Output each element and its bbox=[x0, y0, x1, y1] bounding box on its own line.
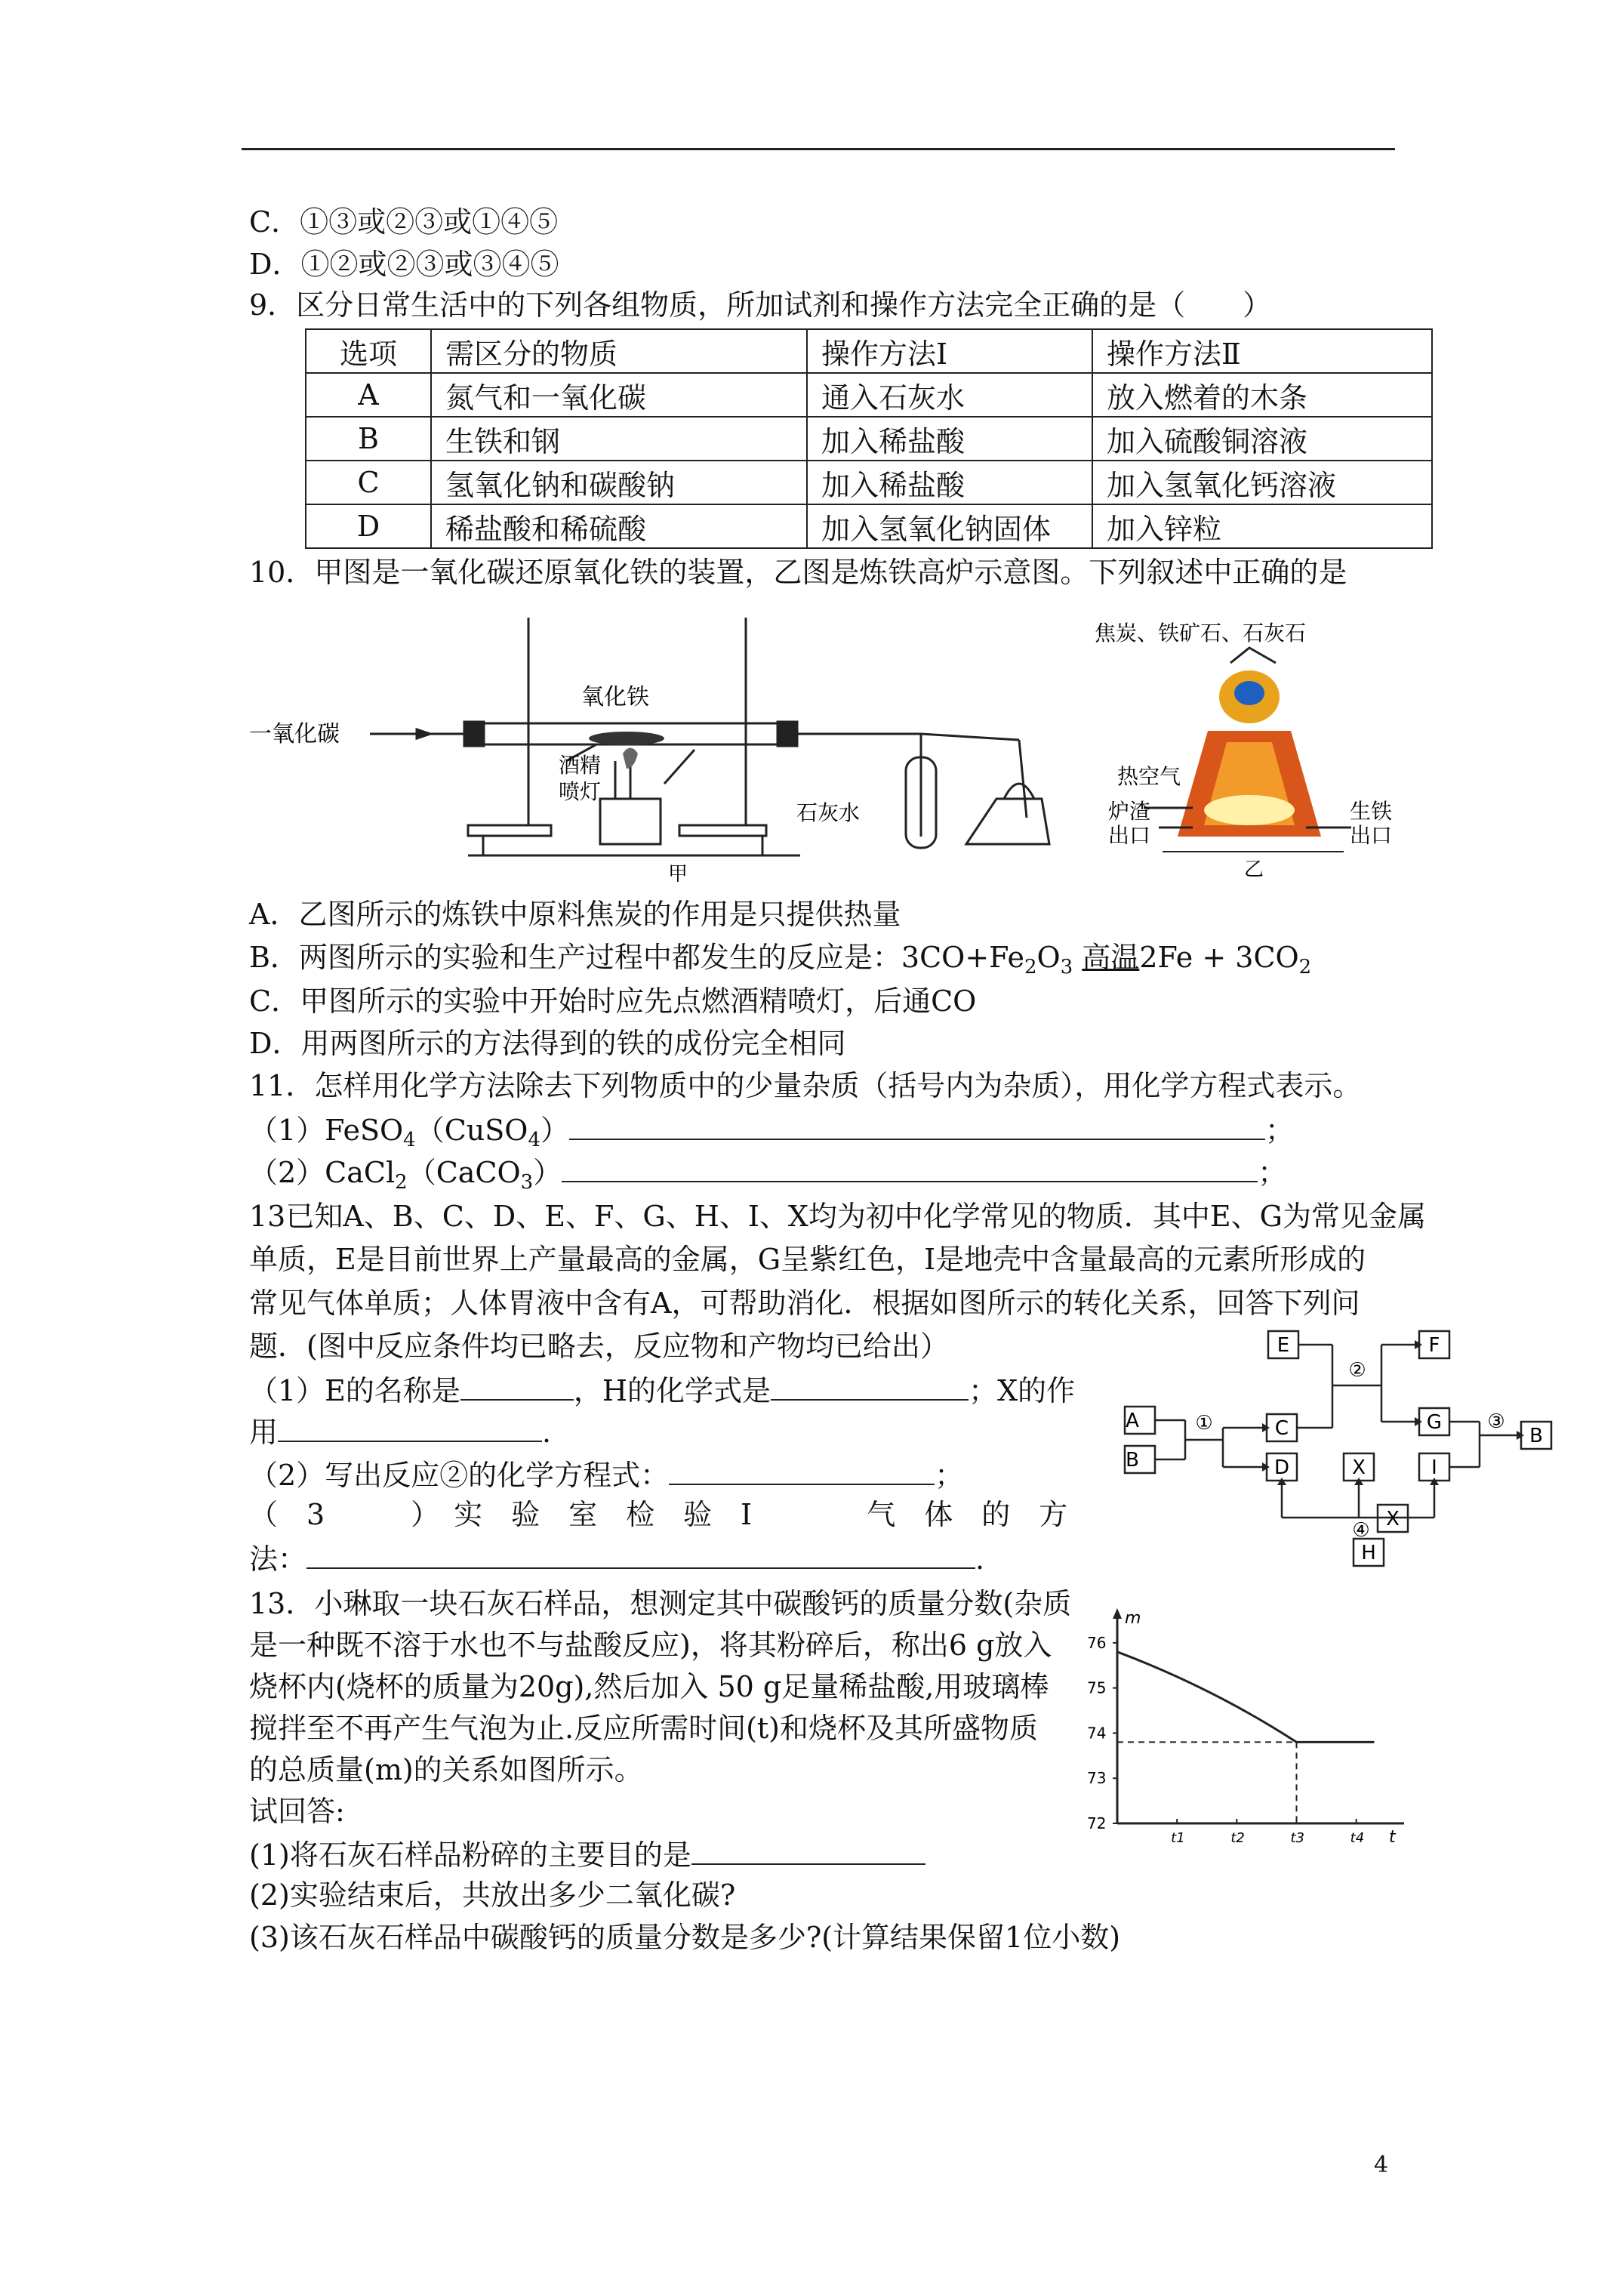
question-text: (1)将石灰石样品粉碎的主要目的是 bbox=[249, 1838, 691, 1872]
flow-step-2: ② bbox=[1348, 1359, 1366, 1382]
question-10: 10．甲图是一氧化碳还原氧化铁的装置，乙图是炼铁高炉示意图。下列叙述中正确的是 bbox=[249, 556, 1347, 589]
x-tick-label: t4 bbox=[1350, 1830, 1365, 1846]
answer-blank[interactable] bbox=[691, 1833, 925, 1865]
question-text: 法： bbox=[249, 1542, 307, 1576]
table-cell: 稀盐酸和稀硫酸 bbox=[431, 504, 807, 548]
slag-label-1: 炉渣 bbox=[1108, 799, 1151, 824]
punct: ； bbox=[1265, 1114, 1295, 1147]
question-13b-part-3: (3)该石灰石样品中碳酸钙的质量分数是多少?(计算结果保留1位小数) bbox=[249, 1921, 1121, 1954]
table-row bbox=[306, 504, 1432, 548]
question-11-part-2 bbox=[249, 1151, 1286, 1202]
flow-node-f: F bbox=[1428, 1334, 1440, 1357]
y-axis-label: m bbox=[1125, 1609, 1141, 1628]
question-13a-part-3b bbox=[249, 1537, 984, 1579]
question-13b-line: 试回答: bbox=[249, 1795, 345, 1828]
figure-jia-label: 甲 bbox=[668, 863, 688, 882]
table-cell: 加入氢氧化钠固体 bbox=[807, 504, 1092, 548]
table-row bbox=[306, 417, 1432, 461]
slag-label-2: 出口 bbox=[1108, 823, 1151, 848]
subscript: 4 bbox=[528, 1129, 540, 1151]
question-13a-part-1 bbox=[249, 1369, 1075, 1410]
table-cell: 加入硫酸铜溶液 bbox=[1092, 417, 1432, 461]
y-tick-label: 76 bbox=[1087, 1633, 1107, 1652]
question-text: （2）写出反应②的化学方程式： bbox=[249, 1459, 670, 1492]
page-number: 4 bbox=[1374, 2152, 1389, 2178]
question-13b-line: 是一种既不溶于水也不与盐酸反应)，将其粉碎后，称出6 g放入 bbox=[249, 1629, 1052, 1662]
option-c-line: C．①③或②③或①④⑤ bbox=[249, 205, 559, 239]
question-9: 9．区分日常生活中的下列各组物质，所加试剂和操作方法完全正确的是（ ） bbox=[249, 288, 1272, 322]
table-header-cell: 需区分的物质 bbox=[431, 329, 807, 373]
option-10b bbox=[249, 938, 1311, 987]
flow-node-h: H bbox=[1361, 1542, 1376, 1564]
question-13a-line: 13已知A、B、C、D、E、F、G、H、I、X均为初中化学常见的物质．其中E、G为常见金属 bbox=[249, 1200, 1427, 1233]
subscript: 4 bbox=[403, 1129, 416, 1151]
formula-text: （1）FeSO bbox=[249, 1114, 404, 1147]
header-rule bbox=[242, 148, 1395, 150]
reaction-condition: 高温 bbox=[1082, 941, 1140, 974]
flow-step-3: ③ bbox=[1487, 1410, 1505, 1433]
y-tick-label: 75 bbox=[1087, 1678, 1107, 1697]
limewater-label: 石灰水 bbox=[796, 800, 861, 825]
blast-furnace-figure bbox=[1087, 610, 1419, 882]
answer-blank[interactable] bbox=[562, 1151, 1258, 1182]
iron-label-1: 生铁 bbox=[1350, 799, 1393, 824]
fe2o3-label: 氧化铁 bbox=[581, 684, 649, 710]
table-header-row bbox=[306, 329, 1432, 373]
flow-node-i: I bbox=[1431, 1456, 1437, 1479]
question-13b-line: 13．小琳取一块石灰石样品，想测定其中碳酸钙的质量分数(杂质 bbox=[249, 1587, 1072, 1620]
series-line bbox=[1117, 1652, 1374, 1743]
subscript: 2 bbox=[1298, 956, 1312, 978]
answer-blank[interactable] bbox=[669, 1453, 935, 1485]
table-cell: 加入稀盐酸 bbox=[807, 417, 1092, 461]
question-11: 11．怎样用化学方法除去下列物质中的少量杂质（括号内为杂质），用化学方程式表示。 bbox=[249, 1069, 1362, 1102]
subscript: 3 bbox=[520, 1171, 534, 1194]
furnace-top-label: 焦炭、铁矿石、石灰石 bbox=[1095, 621, 1307, 646]
x-tick-label: t3 bbox=[1290, 1830, 1305, 1846]
punct: . bbox=[975, 1542, 985, 1576]
table-row bbox=[306, 461, 1432, 504]
question-13a-part-1b bbox=[249, 1410, 551, 1452]
question-9-table bbox=[305, 328, 1433, 549]
lamp-label-2: 喷灯 bbox=[559, 779, 602, 804]
question-13b-part-1 bbox=[249, 1833, 925, 1875]
option-10a: A．乙图所示的炼铁中原料焦炭的作用是只提供热量 bbox=[249, 898, 901, 931]
punct: . bbox=[542, 1416, 552, 1449]
flow-node-c: C bbox=[1274, 1417, 1289, 1440]
table-header-cell: 选项 bbox=[306, 329, 431, 373]
flow-node-a: A bbox=[1126, 1410, 1139, 1432]
option-10c: C．甲图所示的实验中开始时应先点燃酒精喷灯，后通CO bbox=[249, 985, 977, 1018]
question-13a-line: 题．(图中反应条件均已略去，反应物和产物均已给出） bbox=[249, 1330, 949, 1363]
table-cell: 氢氧化钠和碳酸钠 bbox=[431, 461, 807, 504]
question-13a-line: 常见气体单质；人体胃液中含有A，可帮助消化．根据如图所示的转化关系，回答下列问 bbox=[249, 1287, 1360, 1320]
formula-text: ） bbox=[533, 1156, 562, 1189]
table-cell: 加入稀盐酸 bbox=[807, 461, 1092, 504]
table-cell: C bbox=[306, 461, 431, 504]
table-cell: 氮气和一氧化碳 bbox=[431, 373, 807, 417]
flow-node-x-reagent: X bbox=[1386, 1508, 1400, 1530]
option-d-line: D．①②或②③或③④⑤ bbox=[249, 248, 559, 281]
table-header-cell: 操作方法Ⅰ bbox=[807, 329, 1092, 373]
x-axis-label: t bbox=[1389, 1828, 1396, 1847]
equation-part: 2Fe + 3CO bbox=[1139, 941, 1299, 974]
formula-text: （CaCO bbox=[407, 1156, 521, 1189]
question-13a-part-3: （ 3 ） 实 验 室 检 验 I 气 体 的 方 bbox=[249, 1498, 1068, 1531]
answer-blank[interactable] bbox=[569, 1108, 1265, 1140]
flow-node-g: G bbox=[1426, 1411, 1443, 1434]
question-13b-line: 的总质量(m)的关系如图所示。 bbox=[249, 1753, 643, 1786]
flow-node-b: B bbox=[1126, 1449, 1139, 1472]
flow-step-1: ① bbox=[1195, 1412, 1213, 1435]
question-13b-line: 搅拌至不再产生气泡为止.反应所需时间(t)和烧杯及其所盛物质 bbox=[249, 1712, 1039, 1745]
flow-node-e: E bbox=[1277, 1334, 1290, 1357]
table-cell: A bbox=[306, 373, 431, 417]
y-tick-label: 73 bbox=[1087, 1769, 1107, 1788]
hot-air-label: 热空气 bbox=[1117, 764, 1181, 789]
equation-part: O bbox=[1036, 941, 1061, 974]
mass-time-chart bbox=[1072, 1601, 1419, 1850]
answer-blank[interactable] bbox=[278, 1410, 542, 1442]
question-13b-line: 烧杯内(烧杯的质量为20g),然后加入 50 g足量稀盐酸,用玻璃棒 bbox=[249, 1670, 1049, 1703]
question-13b-part-2: (2)实验结束后，共放出多少二氧化碳? bbox=[249, 1878, 736, 1912]
question-text: ；X的作 bbox=[969, 1374, 1076, 1407]
x-tick-label: t1 bbox=[1171, 1830, 1185, 1846]
flow-node-x: X bbox=[1352, 1456, 1366, 1479]
table-cell: 生铁和钢 bbox=[431, 417, 807, 461]
table-header-cell: 操作方法Ⅱ bbox=[1092, 329, 1432, 373]
question-text: 用 bbox=[249, 1416, 279, 1449]
table-cell: 通入石灰水 bbox=[807, 373, 1092, 417]
formula-text: （CuSO bbox=[415, 1114, 528, 1147]
equation-part: B．两图所示的实验和生产过程中都发生的反应是：3CO+Fe bbox=[249, 941, 1024, 974]
question-text: （1）E的名称是 bbox=[249, 1374, 460, 1407]
figure-yi-label: 乙 bbox=[1244, 858, 1264, 881]
answer-blank[interactable] bbox=[306, 1537, 975, 1569]
formula-text: ） bbox=[540, 1114, 569, 1147]
option-10d: D．用两图所示的方法得到的铁的成份完全相同 bbox=[249, 1027, 846, 1060]
subscript: 2 bbox=[1024, 956, 1037, 978]
question-13a-line: 单质，E是目前世界上产量最高的金属，G呈紫红色，I是地壳中含量最高的元素所形成的 bbox=[249, 1243, 1366, 1276]
table-cell: 放入燃着的木条 bbox=[1092, 373, 1432, 417]
punct: ； bbox=[935, 1459, 964, 1492]
table-cell: 加入锌粒 bbox=[1092, 504, 1432, 548]
x-tick-label: t2 bbox=[1230, 1830, 1245, 1846]
subscript: 2 bbox=[395, 1171, 408, 1194]
y-tick-label: 74 bbox=[1087, 1724, 1107, 1743]
y-tick-label: 72 bbox=[1087, 1814, 1107, 1832]
answer-blank[interactable] bbox=[460, 1369, 574, 1401]
table-cell: D bbox=[306, 504, 431, 548]
answer-blank[interactable] bbox=[771, 1369, 969, 1401]
subscript: 3 bbox=[1060, 956, 1073, 978]
flow-node-b-product: B bbox=[1529, 1425, 1543, 1447]
transformation-flow-diagram bbox=[1102, 1325, 1570, 1586]
iron-label-2: 出口 bbox=[1350, 823, 1393, 848]
question-13a-part-2 bbox=[249, 1453, 963, 1495]
formula-text: （2）CaCl bbox=[249, 1156, 396, 1189]
table-cell: B bbox=[306, 417, 431, 461]
lamp-label-1: 酒精 bbox=[559, 753, 602, 778]
table-cell: 加入氢氧化钙溶液 bbox=[1092, 461, 1432, 504]
question-text: ，H的化学式是 bbox=[573, 1374, 771, 1407]
co-label: 一氧化碳 bbox=[249, 721, 340, 747]
flow-node-d: D bbox=[1273, 1456, 1290, 1479]
co-reduction-apparatus-figure bbox=[242, 610, 1057, 882]
flow-step-4: ④ bbox=[1352, 1519, 1370, 1542]
table-row bbox=[306, 373, 1432, 417]
punct: ； bbox=[1258, 1156, 1287, 1189]
